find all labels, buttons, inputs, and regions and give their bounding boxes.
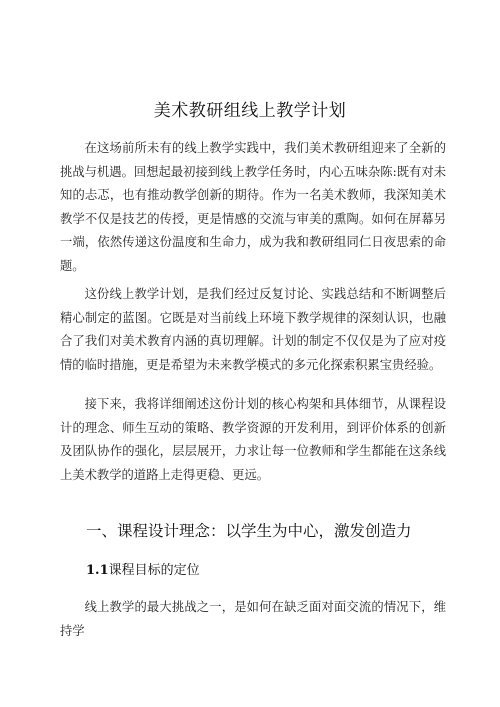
body-paragraph: 线上教学的最大挑战之一，是如何在缺乏面对面交流的情况下，维持学 — [60, 600, 446, 638]
subsection-number: 1.1 — [86, 563, 109, 578]
subsection-title: 课程目标的定位 — [108, 563, 200, 578]
document-title: 美术教研组线上教学计划 — [153, 101, 347, 121]
intro-paragraph-3: 接下来，我将详细阐述这份计划的核心构架和具体细节，从课程设计的理念、师生互动的策略、教学资源的开发利用，到评价体系的创新及团队协作的强化，层层展开，力求让每一位教师和学生都能在这条线上美术教学的道路上走得更稳、更远。 — [60, 397, 446, 482]
intro-paragraph-1: 在这场前所未有的线上教学实践中，我们美术教研组迎来了全新的挑战与机遇。回想起最初接到线上教学任务时，内心五味杂陈:既有对未知的忐忑，也有推动教学创新的期待。作为一名美术教师，我深知美术教学不仅是技艺的传授，更是情感的交流与审美的熏陶。如何在屏幕另一端，依然传递这份温度和生命力，成为我和教研组同仁日夜思索的命题。 — [60, 141, 446, 273]
intro-paragraph-2: 这份线上教学计划，是我们经过反复讨论、实践总结和不断调整后精心制定的蓝图。它既是对当前线上环境下教学规律的深刻认识，也融合了我们对美术教育内涵的真切理解。计划的制定不仅仅是为了应对疫情的临时措施，更是希望为未来教学模式的多元化探索积累宝贵经验。 — [60, 287, 446, 372]
section-heading: 一、课程设计理念：以学生为中心，激发创造力 — [86, 522, 412, 540]
subsection-heading — [86, 559, 200, 578]
